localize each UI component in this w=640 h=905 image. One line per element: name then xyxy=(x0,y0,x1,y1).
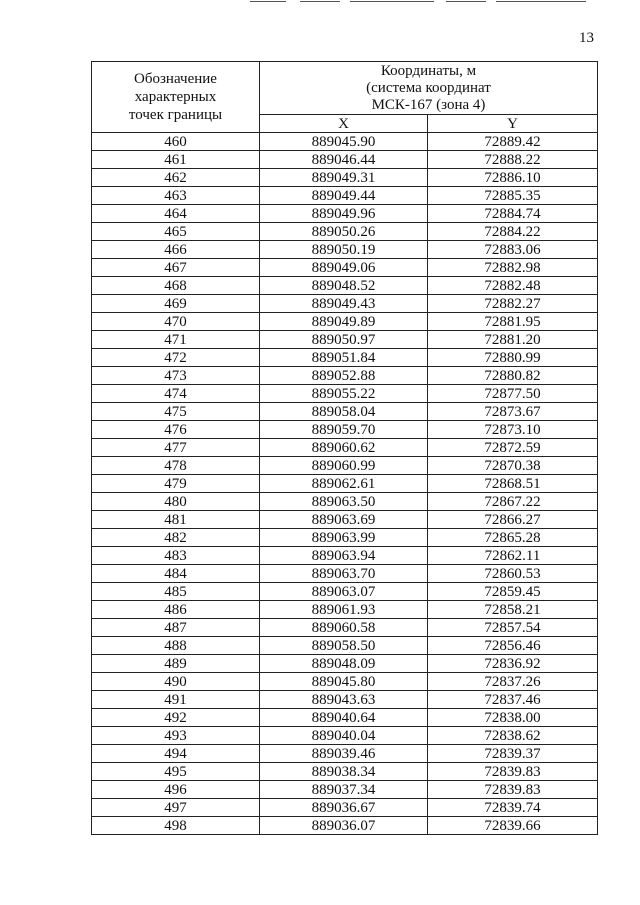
point-number-cell: 461 xyxy=(92,151,260,169)
table-row xyxy=(92,781,598,799)
table-row xyxy=(92,295,598,313)
y-coordinate-cell: 72862.11 xyxy=(428,547,598,565)
table-row xyxy=(92,331,598,349)
point-number-cell: 497 xyxy=(92,799,260,817)
point-number-cell: 478 xyxy=(92,457,260,475)
header-point-designation xyxy=(92,62,260,133)
y-coordinate-cell: 72872.59 xyxy=(428,439,598,457)
y-coordinate-cell: 72837.46 xyxy=(428,691,598,709)
point-number-cell: 467 xyxy=(92,259,260,277)
table-row xyxy=(92,439,598,457)
y-coordinate-cell: 72881.20 xyxy=(428,331,598,349)
y-coordinate-cell: 72837.26 xyxy=(428,673,598,691)
y-coordinate-cell: 72883.06 xyxy=(428,241,598,259)
y-coordinate-cell: 72880.82 xyxy=(428,367,598,385)
table-row xyxy=(92,601,598,619)
y-coordinate-cell: 72888.22 xyxy=(428,151,598,169)
table-row xyxy=(92,511,598,529)
table-row xyxy=(92,457,598,475)
point-number-cell: 473 xyxy=(92,367,260,385)
x-coordinate-cell: 889063.99 xyxy=(260,529,428,547)
point-number-cell: 481 xyxy=(92,511,260,529)
x-coordinate-cell: 889049.43 xyxy=(260,295,428,313)
point-number-cell: 462 xyxy=(92,169,260,187)
header-point-line-2: характерных xyxy=(134,89,217,105)
x-coordinate-cell: 889049.06 xyxy=(260,259,428,277)
point-number-cell: 468 xyxy=(92,277,260,295)
table-row xyxy=(92,421,598,439)
y-coordinate-cell: 72877.50 xyxy=(428,385,598,403)
header-coords-line-2: (система координат xyxy=(366,79,491,96)
table-row xyxy=(92,727,598,745)
x-coordinate-cell: 889063.07 xyxy=(260,583,428,601)
x-coordinate-cell: 889048.09 xyxy=(260,655,428,673)
table-row xyxy=(92,133,598,151)
table-row xyxy=(92,205,598,223)
y-coordinate-cell: 72867.22 xyxy=(428,493,598,511)
x-coordinate-cell: 889045.80 xyxy=(260,673,428,691)
y-coordinate-cell: 72882.48 xyxy=(428,277,598,295)
x-coordinate-cell: 889051.84 xyxy=(260,349,428,367)
header-point-line-1: Обозначение xyxy=(134,71,217,87)
point-number-cell: 495 xyxy=(92,763,260,781)
point-number-cell: 460 xyxy=(92,133,260,151)
point-number-cell: 486 xyxy=(92,601,260,619)
y-coordinate-cell: 72881.95 xyxy=(428,313,598,331)
x-coordinate-cell: 889059.70 xyxy=(260,421,428,439)
table-row xyxy=(92,151,598,169)
x-coordinate-cell: 889062.61 xyxy=(260,475,428,493)
point-number-cell: 488 xyxy=(92,637,260,655)
y-coordinate-cell: 72839.37 xyxy=(428,745,598,763)
y-coordinate-cell: 72885.35 xyxy=(428,187,598,205)
table-row xyxy=(92,223,598,241)
y-coordinate-cell: 72859.45 xyxy=(428,583,598,601)
table-row xyxy=(92,169,598,187)
y-coordinate-cell: 72889.42 xyxy=(428,133,598,151)
point-number-cell: 490 xyxy=(92,673,260,691)
table-row xyxy=(92,763,598,781)
point-number-cell: 471 xyxy=(92,331,260,349)
point-number-cell: 498 xyxy=(92,817,260,835)
table-row xyxy=(92,349,598,367)
y-coordinate-cell: 72884.74 xyxy=(428,205,598,223)
point-number-cell: 483 xyxy=(92,547,260,565)
x-coordinate-cell: 889037.34 xyxy=(260,781,428,799)
x-coordinate-cell: 889050.26 xyxy=(260,223,428,241)
y-coordinate-cell: 72866.27 xyxy=(428,511,598,529)
y-coordinate-cell: 72884.22 xyxy=(428,223,598,241)
y-coordinate-cell: 72882.27 xyxy=(428,295,598,313)
x-coordinate-cell: 889043.63 xyxy=(260,691,428,709)
y-coordinate-cell: 72839.66 xyxy=(428,817,598,835)
point-number-cell: 484 xyxy=(92,565,260,583)
table-row xyxy=(92,583,598,601)
table-row xyxy=(92,529,598,547)
point-number-cell: 470 xyxy=(92,313,260,331)
point-number-cell: 475 xyxy=(92,403,260,421)
x-coordinate-cell: 889040.04 xyxy=(260,727,428,745)
table-row xyxy=(92,313,598,331)
x-coordinate-cell: 889049.96 xyxy=(260,205,428,223)
table-row xyxy=(92,241,598,259)
x-coordinate-cell: 889058.50 xyxy=(260,637,428,655)
y-coordinate-cell: 72836.92 xyxy=(428,655,598,673)
x-coordinate-cell: 889063.69 xyxy=(260,511,428,529)
table-row xyxy=(92,259,598,277)
x-coordinate-cell: 889060.99 xyxy=(260,457,428,475)
table-row xyxy=(92,565,598,583)
y-coordinate-cell: 72868.51 xyxy=(428,475,598,493)
point-number-cell: 494 xyxy=(92,745,260,763)
point-number-cell: 476 xyxy=(92,421,260,439)
point-number-cell: 472 xyxy=(92,349,260,367)
x-coordinate-cell: 889060.62 xyxy=(260,439,428,457)
point-number-cell: 469 xyxy=(92,295,260,313)
header-point-line-3: точек границы xyxy=(128,107,223,123)
header-coords-line-1: Координаты, м xyxy=(380,62,477,79)
y-coordinate-cell: 72882.98 xyxy=(428,259,598,277)
table-row xyxy=(92,691,598,709)
point-number-cell: 477 xyxy=(92,439,260,457)
y-coordinate-cell: 72865.28 xyxy=(428,529,598,547)
y-coordinate-cell: 72857.54 xyxy=(428,619,598,637)
x-coordinate-cell: 889050.19 xyxy=(260,241,428,259)
point-number-cell: 492 xyxy=(92,709,260,727)
x-coordinate-cell: 889060.58 xyxy=(260,619,428,637)
point-number-cell: 479 xyxy=(92,475,260,493)
table-row xyxy=(92,475,598,493)
y-coordinate-cell: 72839.83 xyxy=(428,763,598,781)
x-coordinate-cell: 889039.46 xyxy=(260,745,428,763)
x-coordinate-cell: 889049.89 xyxy=(260,313,428,331)
table-row xyxy=(92,493,598,511)
table-row xyxy=(92,367,598,385)
y-coordinate-cell: 72856.46 xyxy=(428,637,598,655)
y-coordinate-cell: 72873.10 xyxy=(428,421,598,439)
x-coordinate-cell: 889038.34 xyxy=(260,763,428,781)
table-row xyxy=(92,547,598,565)
x-coordinate-cell: 889052.88 xyxy=(260,367,428,385)
y-coordinate-cell: 72838.62 xyxy=(428,727,598,745)
table-row xyxy=(92,187,598,205)
table-row xyxy=(92,817,598,835)
table-body xyxy=(92,133,598,835)
point-number-cell: 482 xyxy=(92,529,260,547)
table-row xyxy=(92,799,598,817)
table-row xyxy=(92,709,598,727)
y-coordinate-cell: 72858.21 xyxy=(428,601,598,619)
x-coordinate-cell: 889061.93 xyxy=(260,601,428,619)
x-coordinate-cell: 889063.94 xyxy=(260,547,428,565)
y-coordinate-cell: 72870.38 xyxy=(428,457,598,475)
point-number-cell: 465 xyxy=(92,223,260,241)
y-coordinate-cell: 72838.00 xyxy=(428,709,598,727)
table-row xyxy=(92,637,598,655)
y-coordinate-cell: 72873.67 xyxy=(428,403,598,421)
point-number-cell: 474 xyxy=(92,385,260,403)
x-coordinate-cell: 889048.52 xyxy=(260,277,428,295)
y-coordinate-cell: 72839.74 xyxy=(428,799,598,817)
point-number-cell: 487 xyxy=(92,619,260,637)
point-number-cell: 463 xyxy=(92,187,260,205)
point-number-cell: 496 xyxy=(92,781,260,799)
y-coordinate-cell: 72860.53 xyxy=(428,565,598,583)
point-number-cell: 480 xyxy=(92,493,260,511)
table-row xyxy=(92,403,598,421)
x-coordinate-cell: 889049.44 xyxy=(260,187,428,205)
x-coordinate-cell: 889049.31 xyxy=(260,169,428,187)
header-x: X xyxy=(260,115,428,133)
header-y: Y xyxy=(428,115,598,133)
header-coordinates xyxy=(260,62,598,115)
x-coordinate-cell: 889036.67 xyxy=(260,799,428,817)
table-row xyxy=(92,385,598,403)
x-coordinate-cell: 889040.64 xyxy=(260,709,428,727)
point-number-cell: 491 xyxy=(92,691,260,709)
x-coordinate-cell: 889063.50 xyxy=(260,493,428,511)
point-number-cell: 493 xyxy=(92,727,260,745)
point-number-cell: 464 xyxy=(92,205,260,223)
point-number-cell: 466 xyxy=(92,241,260,259)
y-coordinate-cell: 72839.83 xyxy=(428,781,598,799)
coordinates-table xyxy=(91,61,598,835)
x-coordinate-cell: 889036.07 xyxy=(260,817,428,835)
y-coordinate-cell: 72880.99 xyxy=(428,349,598,367)
table-row xyxy=(92,619,598,637)
x-coordinate-cell: 889050.97 xyxy=(260,331,428,349)
top-rule-lines xyxy=(250,0,590,4)
y-coordinate-cell: 72886.10 xyxy=(428,169,598,187)
x-coordinate-cell: 889055.22 xyxy=(260,385,428,403)
table-row xyxy=(92,673,598,691)
page-number: 13 xyxy=(579,30,594,46)
x-coordinate-cell: 889045.90 xyxy=(260,133,428,151)
x-coordinate-cell: 889058.04 xyxy=(260,403,428,421)
table-row xyxy=(92,655,598,673)
table-row xyxy=(92,745,598,763)
x-coordinate-cell: 889046.44 xyxy=(260,151,428,169)
x-coordinate-cell: 889063.70 xyxy=(260,565,428,583)
table-row xyxy=(92,277,598,295)
point-number-cell: 489 xyxy=(92,655,260,673)
point-number-cell: 485 xyxy=(92,583,260,601)
header-coords-line-3: МСК-167 (зона 4) xyxy=(371,96,486,113)
